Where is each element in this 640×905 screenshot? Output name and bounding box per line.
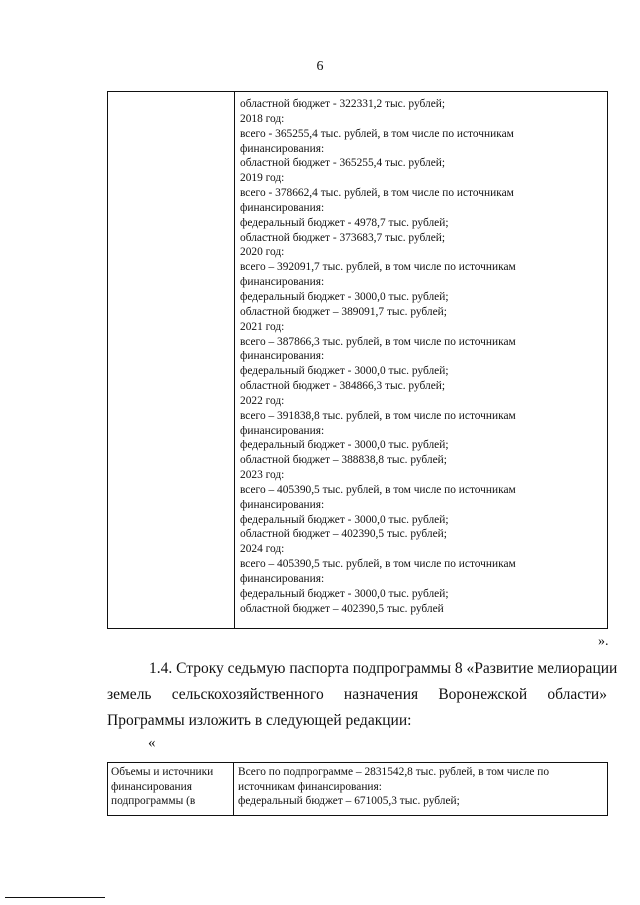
table-text-line: федеральный бюджет - 4978,7 тыс. рублей;: [240, 216, 449, 229]
footnote-separator: [5, 897, 105, 898]
table-text-line: федеральный бюджет - 3000,0 тыс. рублей;: [240, 439, 449, 452]
table-text-line: всего – 391838,8 тыс. рублей, в том числе по источникам: [240, 409, 516, 422]
table-text-line: областной бюджет – 402390,5 тыс. рублей;: [240, 528, 447, 541]
paragraph-word: Воронежской: [438, 686, 528, 703]
paragraph-word: сельскохозяйственного: [171, 686, 324, 703]
table-text-line: областной бюджет – 402390,5 тыс. рублей: [240, 602, 444, 615]
table-text-line: всего – 392091,7 тыс. рублей, в том числе по источникам: [240, 261, 516, 274]
table-text-line: областной бюджет - 365255,4 тыс. рублей;: [240, 157, 446, 170]
table-text-line: финансирования:: [240, 498, 325, 511]
subprogram-funding-table: [107, 762, 608, 816]
paragraph-line-3: Программы изложить в следующей редакции:: [107, 712, 412, 729]
table2-left-cell: [108, 763, 234, 815]
table-text-line: 2023 год:: [240, 469, 285, 482]
table-right-cell: [235, 92, 607, 628]
table-text-line: всего – 387866,3 тыс. рублей, в том числе по источникам: [240, 335, 516, 348]
table-text-line: 2024 год:: [240, 543, 285, 556]
opening-quote: «: [148, 735, 156, 751]
table-text-line: 2021 год:: [240, 320, 285, 333]
table-text-line: областной бюджет – 389091,7 тыс. рублей;: [240, 305, 447, 318]
table2-right-line: Всего по подпрограмме – 2831542,8 тыс. рублей, в том числе по: [238, 766, 550, 778]
paragraph-word: земель: [107, 686, 152, 703]
table2-left-line: Объемы и источники: [111, 766, 214, 778]
paragraph-word: области»: [547, 686, 607, 703]
table-text-line: областной бюджет – 388838,8 тыс. рублей;: [240, 454, 447, 467]
table-text-line: финансирования:: [240, 573, 325, 585]
table-text-line: федеральный бюджет - 3000,0 тыс. рублей;: [240, 587, 449, 600]
table-text-line: 2022 год:: [240, 394, 285, 407]
table-text-line: федеральный бюджет - 3000,0 тыс. рублей;: [240, 365, 449, 378]
table-text-line: финансирования:: [240, 276, 325, 289]
table2-left-line: финансирования: [111, 780, 192, 793]
table-text-line: 2018 год:: [240, 112, 285, 125]
table2-right-cell: [234, 763, 607, 815]
table-text-line: всего – 405390,5 тыс. рублей, в том числе по источникам: [240, 558, 516, 571]
table2-right-line: источникам финансирования:: [238, 780, 382, 793]
paragraph-line-2: [107, 682, 607, 708]
table-text-line: федеральный бюджет - 3000,0 тыс. рублей;: [240, 290, 449, 303]
table-text-line: федеральный бюджет - 3000,0 тыс. рублей;: [240, 513, 449, 526]
table-text-line: всего - 365255,4 тыс. рублей, в том числе по источникам: [240, 127, 514, 140]
paragraph-line-1: 1.4. Строку седьмую паспорта подпрограммы 8 «Развитие мелиорации: [149, 660, 618, 677]
table-text-line: областной бюджет - 384866,3 тыс. рублей;: [240, 380, 446, 393]
table2-right-line: федеральный бюджет – 671005,3 тыс. рублей;: [238, 795, 460, 808]
paragraph-word: назначения: [343, 686, 419, 703]
table2-left-line: подпрограммы (в: [111, 795, 196, 808]
table-text-line: 2020 год:: [240, 246, 285, 259]
table-text-line: 2019 год:: [240, 172, 285, 185]
table-text-line: финансирования:: [240, 142, 325, 155]
funding-table-continued: [107, 91, 608, 629]
table-text-line: всего - 378662,4 тыс. рублей, в том числе по источникам: [240, 187, 514, 200]
table-text-line: финансирования:: [240, 424, 325, 437]
table-text-line: всего – 405390,5 тыс. рублей, в том числе по источникам: [240, 483, 516, 496]
table-text-line: финансирования:: [240, 350, 325, 363]
page-number: 6: [316, 59, 324, 74]
table-text-line: областной бюджет - 322331,2 тыс. рублей;: [240, 98, 446, 110]
table-text-line: областной бюджет - 373683,7 тыс. рублей;: [240, 231, 446, 244]
table-text-line: финансирования:: [240, 201, 325, 214]
closing-quote: ».: [598, 634, 609, 649]
table-left-cell-empty: [108, 92, 235, 628]
